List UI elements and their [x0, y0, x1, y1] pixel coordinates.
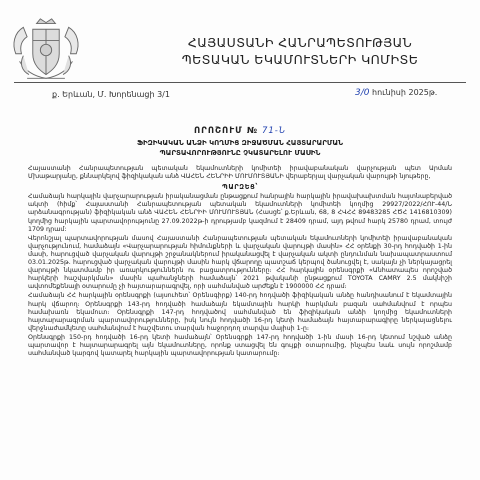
subject-line2: ՊԱՐՏԱՎՈՐՈՒԹՅՈՒՆԸ ՉԿԱՏԱՐԵԼՈՒ ՄԱՍԻՆ: [159, 149, 321, 157]
decision-number: 71-Ն: [261, 126, 287, 136]
decision-title-label: ՈՐՈՇՈՒՄ №: [193, 126, 258, 136]
decision-subject: [60, 138, 420, 158]
date-number: 3/0: [355, 88, 370, 98]
document-date: [355, 88, 437, 98]
issuing-authority: [150, 34, 450, 68]
org-name-line2: ՊԵՏԱԿԱՆ ԵԿԱՄՈՒՏՆԵՐԻ ԿՈՄԻՏԵ: [181, 52, 419, 67]
section-heading: ՊԱՐԶԵՑ՝: [222, 183, 258, 192]
decision-title: [0, 126, 480, 136]
body-paragraph: Համաձայն ՀՀ հարկային օրենսգրքի (այսուհետ՝ Օրենսգիրք) 140-րդ հոդվածի ֆիզիկական անձը հանդիսանում է եկամտային հարկ վճարող։ Օրենսգրքի 143-րդ հոդվածի համաձայն եկամտային հարկի հարկման բազան սահմանվում է որպես համախառն եկամուտ։ Օրենսգրքի 147-րդ հոդվածով սահմանված են ֆիզիկական անձի կողմից եկամուտների հայտարարագրման պարտավորությունները, իսկ նույն հոդվածի 16-րդ կետի համաձայն հայտարարագիրը ներկայացնելու վերջնաժամկետը սահմանվում է հաշվետու տարվան հաջորդող տարվա մայիսի 1-ը։: [28, 292, 452, 332]
header-divider: [14, 82, 466, 83]
date-text: հունիսի 2025թ.: [372, 88, 438, 97]
body-paragraph: Հայաստանի Հանրապետության պետական եկամուտների կոմիտեի իրավաբանական վարչության պետ Արման Մխաթարյանը, քննարկելով ֆիզիկական անձ ՎԱՀԵՆ ՀԵՆՐԻԻ ՄՈՒՄՈՒՏՅԱՆԻ վերաբերյալ վարչական վարույթի նյութերը,: [28, 165, 452, 181]
org-name-line1: ՀԱՅԱՍՏԱՆԻ ՀԱՆՐԱՊԵՏՈՒԹՅԱՆ: [187, 35, 413, 50]
body-paragraph: Համաձայն հարկային վարչարարության իրականացման ընթացքում հանրային հարկային իրավախախտման հայտնաբերված ակտի (հիմք՝ Հայաստանի Հանրապետության պետական եկամուտների կոմիտեի կողմից 29927/2022/ՀՈՒ-44/Ն արձանագրության) ֆիզիկական անձ ՎԱՀԵՆ ՀԵՆՐԻԻ ՄՈՒՄՈՒՏՅԱՆ (Հասցե՝ ք.Երևան, 68, 8 ՀՎՀՀ 89483285 ՀԾՀ 1416810309) կողմից հարկային պարտավորությունը 27.09.2022թ-ի դրությամբ կազմում է 28409 դրամ, այդ թվում հարկ 25780 դրամ, տույժ 1709 դրամ:: [28, 193, 452, 233]
body-paragraph: Վերոնշյալ պարտավորության մասով Հայաստանի Հանրապետության պետական եկամուտների կոմիտեի իրավաբանական վարչությունում, համաձայն «Վարչարարության հիմունքների և վարչական վարույթի մասին» ՀՀ օրենքի 30-րդ հոդվածի 1-ին մասի, հարուցված վարչական վարույթի շրջանակներում իրականացվել է վարչական ակտի ընդունման նախապատրաստում 03.01.2025թ. հարուցված վարչական վարույթի մասին հարկ վճարողը պատշաճ կերպով ծանուցվել է, սակայն չի ներկայացրել վարույթի նկատմամբ իր առարկություններն ու բացատրությունները։ ՀՀ հարկային օրենսգրքի «Անհատապես որոշված հարկերի հաշվարկման» մասին պահանջների համաձայն՝ 2021 թվականի ընթացքում TOYOTA CAMRY 2.5 մակնիշի ավտոմեքենայի օտարումը չի հայտարարագրվել, որի սահմանված արժեքն է 1900000 ՀՀ դրամ։: [28, 234, 452, 291]
document-body: [28, 165, 452, 359]
coat-of-arms-icon: [8, 16, 84, 84]
address: ք. Երևան, Մ. Խորենացի 3/1: [52, 90, 170, 99]
subject-line1: ՖԻԶԻԿԱԿԱՆ ԱՆՁԻ ԿՈՂՄԻՑ ԶԻՋԱԾՄԱՆ ՀԱՅՏԱՐԱՐՄԱՆ: [136, 139, 344, 147]
body-paragraph: Օրենսգրքի 150-րդ հոդվածի 16-րդ կետի համաձայն՝ Օրենսգրքի 147-րդ հոդվածի 1-ին մասի 16-րդ կետում նշված անձը պարտավոր է հայտարարագրել այն եկամուտները, որոնք ստացվել են գույքի օտարումից, ինչպես նաև սույն որոշմամբ սահմանված կարգով կատարել հարկային պարտավորության կատարումը։: [28, 333, 452, 358]
